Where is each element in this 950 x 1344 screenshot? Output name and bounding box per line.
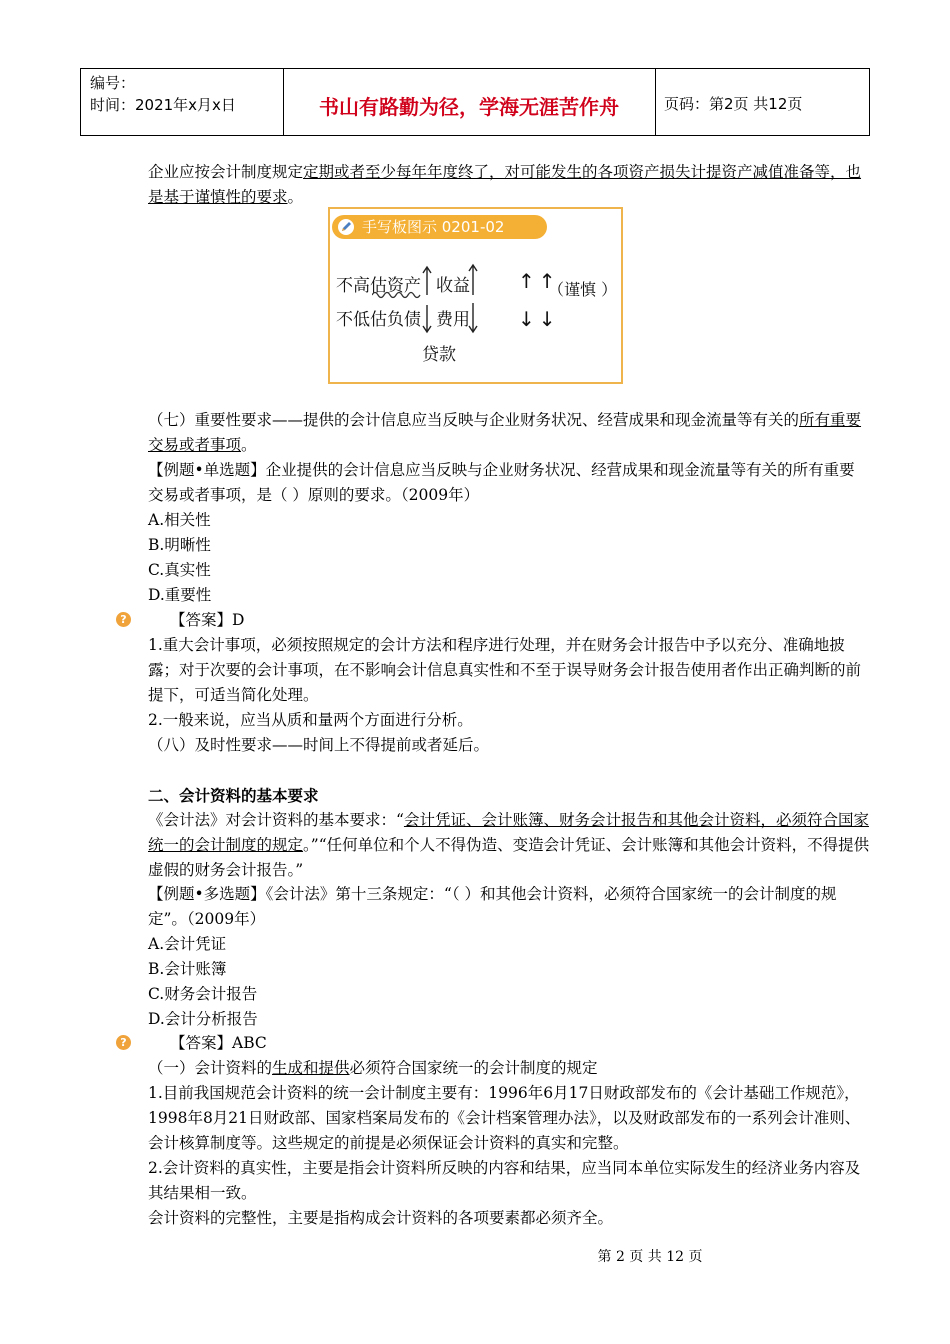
option-d: D.会计分析报告 <box>148 1010 258 1028</box>
header-divider <box>80 68 81 136</box>
option-d: D.重要性 <box>148 586 212 604</box>
header-page-label: 页码：第2页 共12页 <box>664 95 803 113</box>
header-top-rule <box>80 68 870 69</box>
underlined-text: 会计凭证、会计账簿、财务会计报告和其他会计资料，必须符合国家统一的会计制度的规定 <box>148 811 869 854</box>
text: 企业应按会计制度规定 <box>148 163 304 181</box>
subsection-1-note-1: 1.目前我国规范会计资料的统一会计制度主要有：1996年6月17日财政部发布的《会计基础工作规范》，1998年8月21日财政部、国家档案局发布的《会计档案管理办法》，以及财政部发布的一系列会计准则、会计核算制度等。这些规定的前提是必须保证会计资料的真实和完整。 <box>148 1084 861 1152</box>
header-divider <box>655 68 656 136</box>
figure-note: （谨慎 ） <box>548 280 618 299</box>
section-8: （八）及时性要求——时间上不得提前或者延后。 <box>148 736 490 754</box>
question-2-answer: 【答案】ABC <box>170 1034 267 1052</box>
figure-title: 手写板图示 0201-02 <box>362 218 505 236</box>
option-c: C.财务会计报告 <box>148 985 258 1003</box>
question-2-stem: 【例题•多选题】《会计法》第十三条规定：“（ ）和其他会计资料，必须符合国家统一的会计制度的规定”。（2009年） <box>148 885 837 928</box>
arrows-down-icon: ↓↓ <box>518 307 560 331</box>
option-a: A.相关性 <box>148 511 211 529</box>
question-1-answer: 【答案】D <box>170 611 245 629</box>
question-1-stem: 【例题•单选题】企业提供的会计信息应当反映与企业财务状况、经营成果和现金流量等有关的所有重要交易或者事项，是（ ）原则的要求。（2009年） <box>148 461 855 504</box>
header-divider <box>869 68 870 136</box>
section-2-intro <box>115 808 870 883</box>
page-footer: 第 2 页 共 12 页 <box>597 1249 703 1265</box>
section-heading: 二、会计资料的基本要求 <box>148 787 319 805</box>
arrow-up-down-icon <box>422 265 432 335</box>
text: 。”“任何单位和个人不得伪造、变造会计凭证、会计账簿和其他会计资料，不得提供虚假的财务会计报告。” <box>148 836 870 879</box>
text: 。 <box>287 188 304 206</box>
option-c: C.真实性 <box>148 561 211 579</box>
text: 。 <box>241 436 257 454</box>
text: （一）会计资料的 <box>148 1059 273 1077</box>
option-b: B.会计账簿 <box>148 960 227 978</box>
handwriting-figure <box>328 207 623 384</box>
figure-line3: 贷款 <box>422 345 456 365</box>
arrows-up-icon: ↑↑ <box>518 269 560 293</box>
note-2: 2.一般来说，应当从质和量两个方面进行分析。 <box>148 711 473 729</box>
paragraph-prudence <box>115 160 870 210</box>
subsection-1-note-2: 2.会计资料的真实性，主要是指会计资料所反映的内容和结果，应当同本单位实际发生的经济业务内容及其结果相一致。 <box>148 1159 861 1202</box>
figure-line1-a: 不高估资产 <box>336 276 421 296</box>
figure-line2-a: 不低估负债 <box>336 310 421 330</box>
figure-line2-b: 费用 <box>436 310 470 330</box>
underlined-text: 生成和提供 <box>272 1059 350 1077</box>
header-meta <box>90 72 236 116</box>
underlined-text: 定期或者至少每年年度终了，对可能发生的各项资产损失计提资产减值准备等，也是基于谨慎性的要求 <box>148 163 862 206</box>
question-mark-icon: ? <box>116 612 131 627</box>
header-motto: 书山有路勤为径，学海无涯苦作舟 <box>319 95 619 119</box>
wavy-underline <box>372 289 422 301</box>
text: （七）重要性要求——提供的会计信息应当反映与企业财务状况、经营成果和现金流量等有关的 <box>148 411 800 429</box>
figure-line1-b: 收益 <box>436 276 470 296</box>
figure-title-bar <box>332 215 547 239</box>
subsection-1-note-3: 会计资料的完整性，主要是指构成会计资料的各项要素都必须齐全。 <box>148 1209 614 1227</box>
subsection-1 <box>115 1056 870 1081</box>
time-label: 时间：2021年x月x日 <box>90 96 236 114</box>
section-7 <box>115 408 870 458</box>
option-a: A.会计凭证 <box>148 935 227 953</box>
text: 《会计法》对会计资料的基本要求：“ <box>148 811 404 829</box>
header-bottom-rule <box>80 135 870 136</box>
number-label: 编号： <box>90 74 136 92</box>
option-b: B.明晰性 <box>148 536 211 554</box>
note-1: 1.重大会计事项，必须按照规定的会计方法和程序进行处理，并在财务会计报告中予以充分、准确地披露；对于次要的会计事项，在不影响会计信息真实性和不至于误导财务会计报告使用者作出正确判断的前提下，可适当简化处理。 <box>148 636 862 704</box>
pencil-icon <box>338 219 354 235</box>
text: 必须符合国家统一的会计制度的规定 <box>349 1059 598 1077</box>
underlined-text: 所有重要交易或者事项 <box>148 411 862 454</box>
question-mark-icon: ? <box>116 1035 131 1050</box>
